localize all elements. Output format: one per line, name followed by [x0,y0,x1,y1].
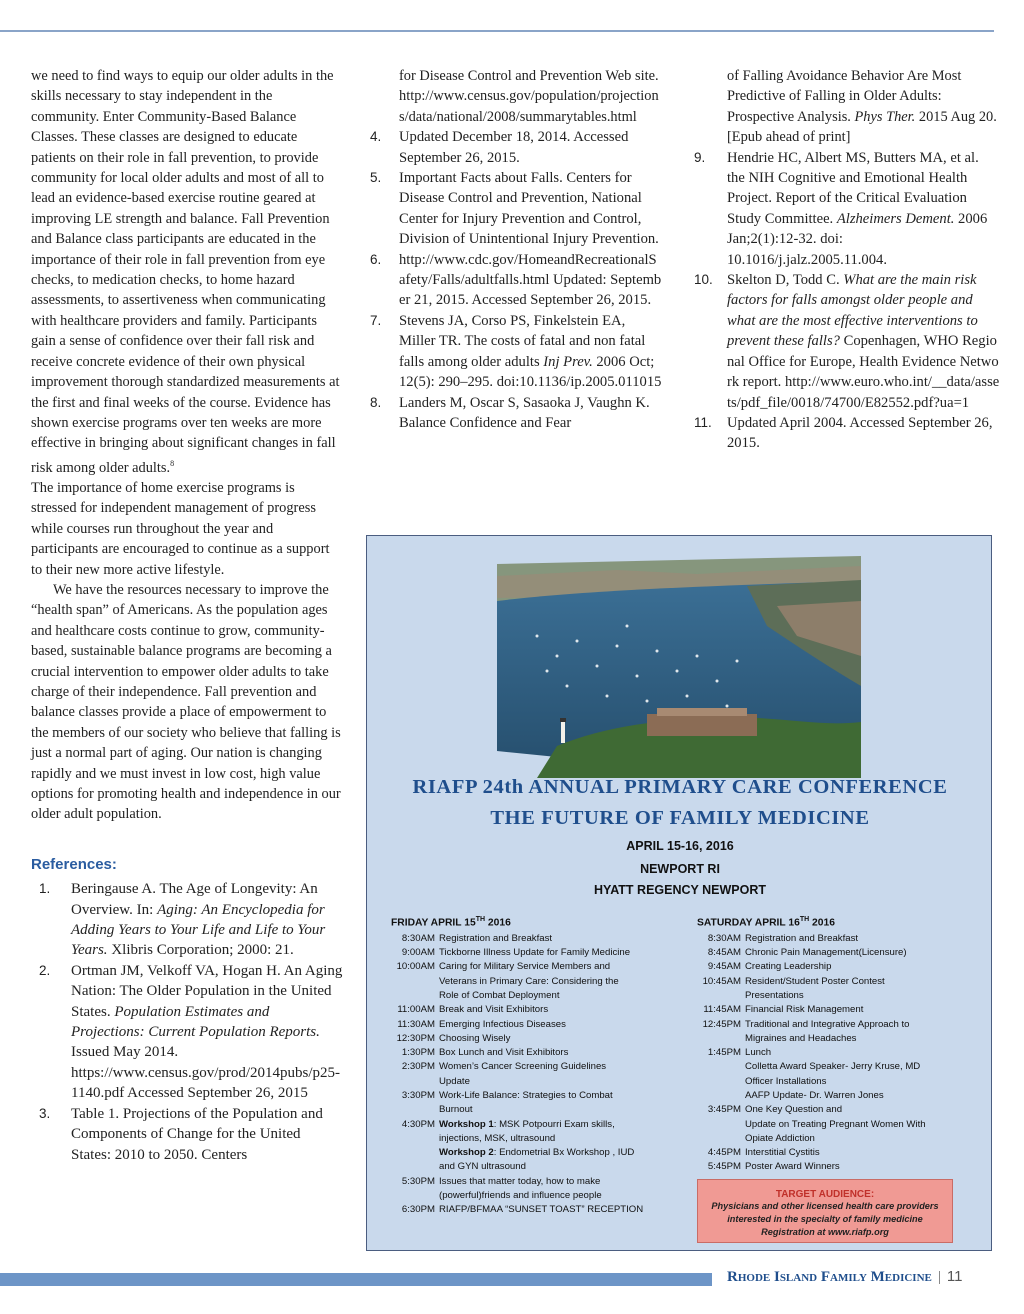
schedule-row [697,1075,987,1089]
schedule-description: Role of Combat Deployment [439,989,560,1001]
conference-title: RIAFP 24th ANNUAL PRIMARY CARE CONFERENCE [412,776,948,798]
workshop-label: Workshop 2 [439,1147,494,1159]
schedule-description: and GYN ultrasound [439,1161,526,1173]
schedule-description: Lunch [745,1047,772,1059]
reference-6: 6. http://www.cdc.gov/HomeandRecreationalSafety/Falls/adultfalls.html Updated: September 21, 2015. Accessed September 26, 2015. [370,251,662,309]
schedule-row [391,1103,691,1117]
references-list-1 [31,879,343,1165]
column-3 [690,66,1000,454]
reference-1: 1. Beringause A. The Age of Longevity: An Overview. In: Aging: An Encyclopedia for Adding Years to Your Life and Life to Your Years. Xlibris Corporation; 2000: 21. [39,881,326,959]
schedule-description: Emerging Infectious Diseases [439,1018,566,1030]
schedule-description: Officer Installations [745,1075,827,1087]
schedule-time: 1:30PM [401,1047,435,1059]
schedule-description: Workshop 1: MSK Potpourri Exam skills, [439,1118,615,1130]
schedule-time: 5:30PM [401,1175,435,1187]
footer-bar [0,1273,712,1286]
reference-3-continued: for Disease Control and Prevention Web site. http://www.census.gov/population/projections/data/national/2008/summarytables.html [399,68,659,125]
schedule-description: Poster Award Winners [745,1161,840,1173]
schedule-row [391,1189,691,1203]
target-audience-heading: TARGET AUDIENCE: [775,1189,875,1200]
schedule-row [697,1032,987,1046]
schedule-row [391,1046,691,1060]
schedule-description: Tickborne Illness Update for Family Medicine [439,947,631,959]
schedule-time: 8:30AM [707,932,741,944]
schedule-description: Box Lunch and Visit Exhibitors [439,1047,569,1059]
schedule-description: Traditional and Integrative Approach to [745,1018,910,1030]
target-audience-line-1: Physicians and other licensed health care providers [711,1201,939,1211]
schedule-description: Veterans in Primary Care: Considering the [439,975,619,987]
schedule-description: Chronic Pain Management(Licensure) [745,947,907,959]
friday-schedule [391,913,691,1218]
schedule-row [697,1103,987,1117]
running-footer [727,1268,962,1286]
schedule-row [697,1160,987,1174]
reference-9: 9. Hendrie HC, Albert MS, Butters MA, et al. the NIH Cognitive and Emotional Health Project. Report of the Critical Evaluation Study Committee. Alzheimers Dement. 2006 Jan;2(1):12-32. doi: 10.1016/j.jalz.2005.11.004. [694,149,988,268]
reference-4: 4. Updated December 18, 2014. Accessed September 26, 2015. [370,129,629,166]
schedule-description: Break and Visit Exhibitors [439,1004,549,1016]
schedule-row [391,932,691,946]
schedule-row [391,1089,691,1103]
reference-2: 2. Ortman JM, Velkoff VA, Hogan H. An Aging Nation: The Older Population in the United States. Population Estimates and Projections: Current Population Reports. Issued May 2014. https://www.census.gov/prod/2014pubs/p25-1140.pdf Accessed September 26, 2015 [39,962,343,1102]
schedule-row [697,946,987,960]
schedule-description: Work-Life Balance: Strategies to Combat [439,1089,613,1101]
reference-8: 8. Landers M, Oscar S, Sasaoka J, Vaughn K. Balance Confidence and Fear [370,394,650,431]
schedule-time: 5:45PM [707,1161,741,1173]
reference-8-continued: of Falling Avoidance Behavior Are Most Predictive of Falling in Older Adults: Prospective Analysis. Phys Ther. 2015 Aug 20. [Epub ahead of print] [727,68,997,146]
schedule-description: Registration and Breakfast [439,932,553,944]
top-rule [0,30,994,32]
schedule-row [697,1146,987,1160]
schedule-description: Issues that matter today, how to make [439,1175,601,1187]
schedule-row [697,1089,987,1103]
schedule-row [697,960,987,974]
schedule-description: Opiate Addiction [745,1132,815,1144]
schedule-row [391,1060,691,1074]
schedule-time: 4:45PM [707,1147,741,1159]
reference-5: 5. Important Facts about Falls. Centers for Disease Control and Prevention, National Center for Injury Prevention and Control, Division of Unintentional Injury Prevention. [370,170,659,248]
saturday-schedule [697,913,987,1175]
schedule-time: 12:45PM [702,1018,741,1030]
body-paragraph-1: we need to find ways to equip our older adults in the skills necessary to stay independent in the community. Enter Community-Based Balance Classes. These classes are designed to educate patients on their role in fall prevention, to provide community for local older adults and most of all to lead an evidence-based exercise routine geared at improving LE strength and balance. Fall Prevention and Balance class participants are educated in the importance of their role in fall prevention from eye checks, to medication checks, to home hazard assessments, to assertiveness when communicating with healthcare providers and family. Participants gain a sense of confidence over their fall risk and receive concrete evidence of their own physical improvement thorough standardized measurements at the first and final weeks of the course. Evidence has shown exercise programs over ten weeks are more effective in bringing about significant changes in fall risk among older adults.$^8$ [31,68,340,476]
schedule-time: 3:45PM [707,1104,741,1116]
schedule-row [697,932,987,946]
friday-heading: FRIDAY APRIL 15TH 2016 [391,916,511,929]
harbor-illustration [497,546,861,778]
schedule-description: RIAFP/BFMAA “SUNSET TOAST” RECEPTION [439,1204,644,1216]
schedule-time: 9:00AM [401,947,435,959]
workshop-label: Workshop 1 [439,1118,494,1130]
schedule-time: 3:30PM [401,1089,435,1101]
schedule-description: injections, MSK, ultrasound [439,1132,556,1144]
schedule-row [697,1132,987,1146]
schedule-row [697,1060,987,1074]
footnote-marker: 8 [170,458,175,468]
schedule-row [391,1203,691,1217]
schedule-description: Migraines and Headaches [745,1032,857,1044]
schedule-row [697,975,987,989]
conference-location: NEWPORT RI [640,862,720,876]
schedule-row [391,1132,691,1146]
schedule-time: 2:30PM [401,1061,435,1073]
schedule-row [391,1160,691,1174]
schedule-description: Women’s Cancer Screening Guidelines [439,1061,607,1073]
schedule-row [391,975,691,989]
references-list-3 [690,148,1000,454]
schedule-description: Interstitial Cystitis [745,1147,820,1159]
column-1 [31,66,343,1165]
schedule-description: Colletta Award Speaker- Jerry Kruse, MD [745,1061,921,1073]
saturday-heading: SATURDAY APRIL 16TH 2016 [697,916,835,929]
schedule-description: Update on Treating Pregnant Women With [745,1118,926,1130]
schedule-time: 4:30PM [401,1118,435,1130]
footer-separator: | [937,1269,941,1285]
body-paragraph-2: The importance of home exercise programs is stressed for independent management of progress while courses run throughout the year and participants are encouraged to continue as a support to their new more active lifestyle. [31,479,330,578]
schedule-description: Burnout [439,1104,473,1116]
target-audience-box [697,1179,953,1243]
schedule-time: 8:30AM [401,932,435,944]
schedule-time: 8:45AM [707,947,741,959]
schedule-description: Financial Risk Management [745,1004,864,1016]
schedule-time: 6:30PM [401,1204,435,1216]
schedule-description: Caring for Military Service Members and [439,961,611,973]
schedule-description: Creating Leadership [745,961,832,973]
schedule-time: 10:00AM [396,961,435,973]
schedule-description: Resident/Student Poster Contest [745,975,885,987]
page-number: 11 [946,1268,963,1285]
schedule-time: 11:45AM [703,1004,741,1016]
schedule-row [697,1003,987,1017]
conference-dates: APRIL 15-16, 2016 [626,839,734,853]
column-2 [362,66,662,433]
references-list-2 [362,127,662,433]
conference-venue: HYATT REGENCY NEWPORT [593,883,766,897]
newport-harbor-photo [497,546,861,778]
schedule-description: Workshop 2: Endometrial Bx Workshop , IUD [439,1147,635,1159]
schedule-row [391,989,691,1003]
schedule-time: 10:45AM [702,975,741,987]
schedule-row [391,960,691,974]
schedule-description: Update [439,1075,470,1087]
schedule-row [697,1118,987,1132]
conference-subtitle: THE FUTURE OF FAMILY MEDICINE [490,807,870,829]
target-audience-line-2: interested in the specialty of family medicine [727,1214,923,1225]
schedule-row [697,989,987,1003]
reference-10: 10. Skelton D, Todd C. What are the main risk factors for falls amongst older people and what are the most effective interventions to prevent these falls? Copenhagen, WHO Regional Office for Europe, Health Evidence Network report. http://www.euro.who.int/__data/assets/pdf_file/0018/74700/E82552.pdf?ua=1 [694,272,1000,411]
schedule-time: 11:30AM [397,1018,435,1030]
schedule-time: 9:45AM [707,961,741,973]
schedule-description: One Key Question and [745,1104,843,1116]
schedule-row [391,1075,691,1089]
schedule-row [391,1003,691,1017]
schedule-description: Registration and Breakfast [745,932,859,944]
body-paragraph-3: We have the resources necessary to improve the “health span” of Americans. As the population ages and healthcare costs continue to grow, community-based, sustainable balance programs are becoming a crucial intervention to empower older adults to take charge of their independence. Fall prevention and balance classes provide a place of empowerment to the members of our society who believe that falling is just a normal part of aging. Our nation is changing rapidly and we must invest in low cost, high value options for promoting health and independence in our older adult population. [31,581,341,823]
schedule-row [391,1118,691,1132]
reference-11: 11. Updated April 2004. Accessed September 26, 2015. [694,414,993,452]
registration-link[interactable]: Registration at www.riafp.org [761,1227,889,1238]
schedule-description: Presentations [745,989,804,1001]
schedule-time: 1:45PM [707,1047,741,1059]
schedule-row [391,1032,691,1046]
schedule-row [391,1175,691,1189]
schedule-description: (powerful)friends and influence people [439,1190,602,1202]
schedule-description: Choosing Wisely [439,1032,511,1044]
references-heading: References: [31,855,117,873]
schedule-description: AAFP Update- Dr. Warren Jones [745,1089,884,1101]
schedule-row [697,1018,987,1032]
schedule-row [697,1046,987,1060]
schedule-row [391,1018,691,1032]
schedule-row [391,946,691,960]
reference-3: 3. Table 1. Projections of the Population and Components of Change for the United States: 2010 to 2050. Centers [39,1105,323,1163]
schedule-time: 11:00AM [397,1004,435,1016]
journal-name: Rhode Island Family Medicine [727,1269,932,1285]
reference-7: 7. Stevens JA, Corso PS, Finkelstein EA, Miller TR. The costs of fatal and non fatal falls among older adults Inj Prev. 2006 Oct; 12(5): 290–295. doi:10.1136/ip.2005.011015 [370,312,662,391]
schedule-time: 12:30PM [396,1032,435,1044]
schedule-row [391,1146,691,1160]
conference-advertisement [366,535,992,1251]
